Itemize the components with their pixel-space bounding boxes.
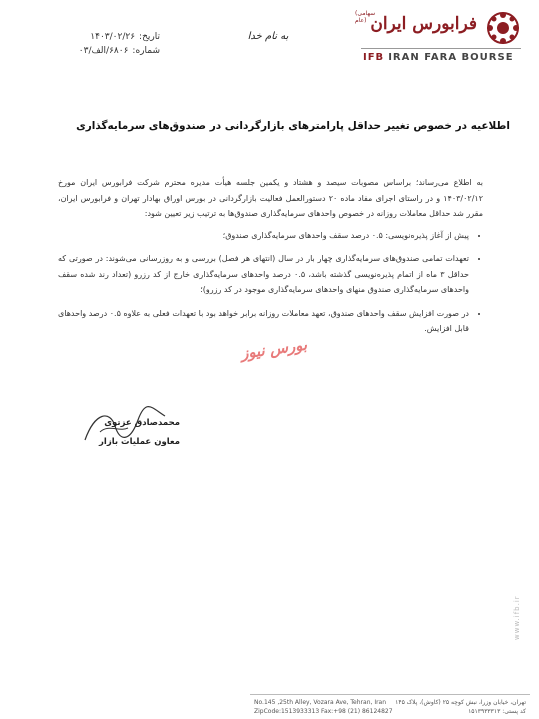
footer-divider <box>250 694 530 695</box>
bullet-item: • تعهدات تمامی صندوق‌های سرمایه‌گذاری چهار بار در سال (انتهای هر فصل) بررسی و به روزرسانی می‌شوند: در صورتی که حداقل ۳ ماه از اتمام پذیره‌نویسی گذشته باشد، ۰.۵ درصد واحدهای سرمایه‌گذاری خارج از کد رزرو (تعداد رند شده سقف واحدهای سرمایه‌گذاری صندوق منهای واحدهای سرمایه‌گذاری موجود در کد رزرو)؛ <box>58 251 469 298</box>
bullet-item: • در صورت افزایش سقف واحدهای صندوق، تعهد معاملات روزانه برابر خواهد بود با تعهدات فعلی به علاوه ۰.۵ درصد واحدهای قابل افزایش. <box>58 306 469 337</box>
website-url: www.ifb.ir <box>513 595 521 640</box>
letter-meta <box>40 30 160 58</box>
basmala: به نام خدا <box>247 31 289 42</box>
logo-divider <box>361 48 521 49</box>
signatory-name: محمدصادق عزتوی <box>104 418 180 428</box>
date-label: تاریخ: <box>139 32 160 42</box>
footer <box>250 694 530 719</box>
logo-ifb: IFB <box>363 52 385 63</box>
number-value: ۶۸۰۶/الف/۰۳ <box>78 46 129 56</box>
emblem-icon <box>483 10 523 46</box>
logo-en-name: IRAN FARA BOURSE <box>388 52 514 63</box>
number-label: شماره: <box>132 46 160 56</box>
bullet-item: • پیش از آغاز پذیره‌نویسی: ۰.۵ درصد سقف واحدهای سرمایه‌گذاری صندوق؛ <box>58 228 469 244</box>
intro-paragraph: به اطلاع می‌رساند؛ براساس مصوبات سیصد و هشتاد و یکمین جلسه هیأت مدیره محترم شرکت فرابورس ایران مورخ ۱۴۰۳/۰۲/۱۲ و در راستای اجرای مفاد ماده ۲۰ دستورالعمل فعالیت بازارگردانی در بورس اوراق بهادار تهران و فرابورس ایران، مقرر شد حداقل معاملات روزانه در خصوص واحدهای سرمایه‌گذاری صندوق‌ها به ترتیب زیر تعیین شود: <box>58 178 483 218</box>
logo-text-en <box>363 52 514 63</box>
footer-contact-en: ZipCode:1513933313 Fax:+98 (21) 86124827 <box>254 708 393 715</box>
bullet-list <box>58 228 483 337</box>
logo-tagline: (سهامی عام) <box>355 10 376 24</box>
footer-en <box>254 698 394 716</box>
logo-text-fa: فرابورس ایران <box>370 14 477 34</box>
footer-address-en: No.145 ,25th Alley, Vozara Ave, Tehran, Iran <box>254 699 387 706</box>
signatory-role: معاون عملیات بازار <box>99 437 180 447</box>
announcement-body <box>58 175 483 345</box>
watermark-stamp: بورس نیوز <box>239 335 309 363</box>
announcement-title: اطلاعیه در خصوص تغییر حداقل پارامترهای بازارگردانی در صندوق‌های سرمایه‌گذاری <box>76 120 510 132</box>
letterhead <box>0 0 539 70</box>
footer-contact-fa: کد پستی: ۱۵۱۳۹۳۳۳۱۳ <box>468 708 526 715</box>
date-value: ۱۴۰۳/۰۲/۲۶ <box>90 32 136 42</box>
footer-address-fa: تهران، خیابان وزرا، نبش کوچه ۲۵ (کاوش)، پلاک ۱۴۵ <box>395 699 526 706</box>
company-logo <box>355 6 525 66</box>
footer-fa <box>386 698 526 716</box>
